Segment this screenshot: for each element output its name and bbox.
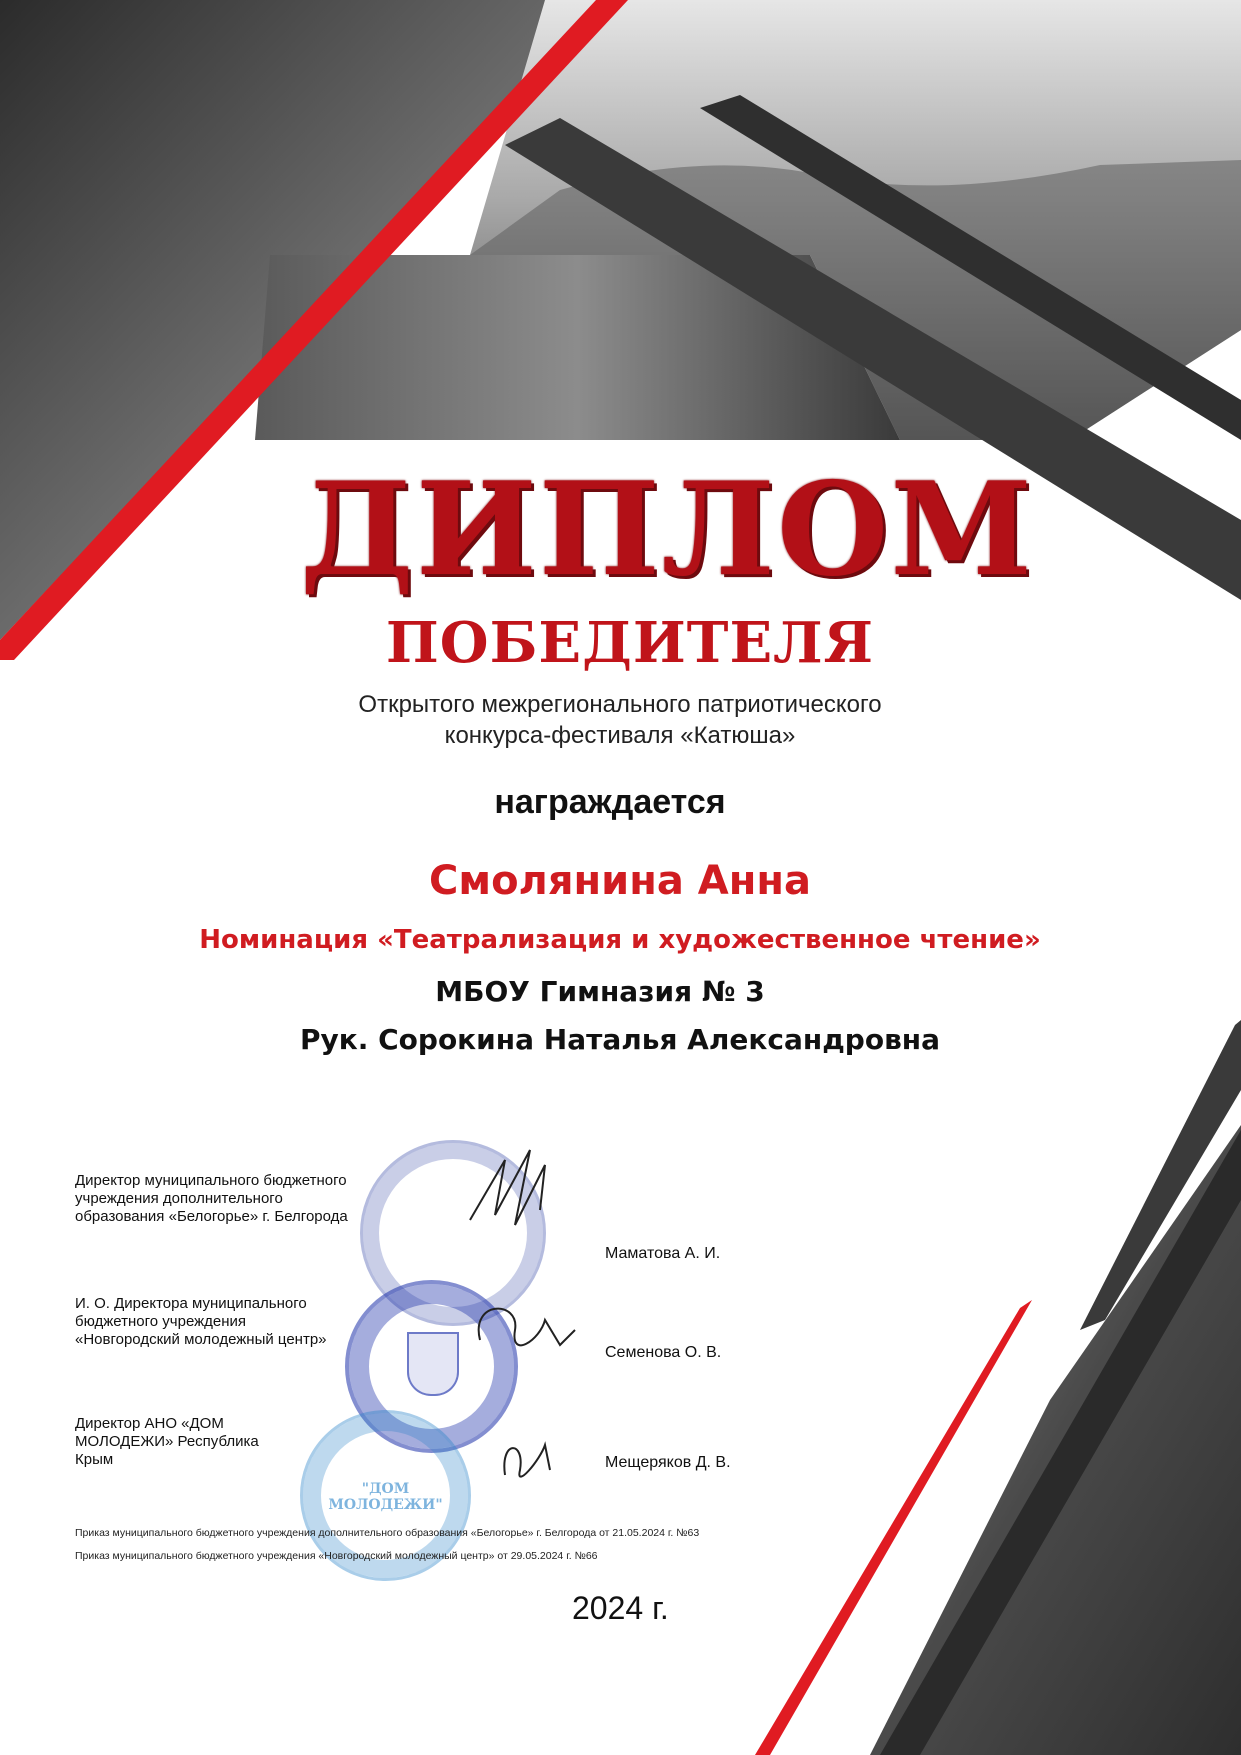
diploma-subtitle: ПОБЕДИТЕЛЯ — [385, 610, 875, 676]
signature-position-1: Директор муниципального бюджетного учреждения дополнительного образования «Белогорье» г. Белгорода — [75, 1172, 348, 1225]
awarded-label: награждается — [494, 783, 726, 821]
diploma-title: ДИПЛОМ — [300, 455, 1034, 605]
signature-name-3: Мещеряков Д. В. — [605, 1454, 731, 1471]
order-line-2: Приказ муниципального бюджетного учреждения «Новгородский молодежный центр» от 29.05.2024 г. №66 — [75, 1550, 598, 1562]
winner-name: Смолянина Анна — [429, 858, 811, 904]
order-line-1: Приказ муниципального бюджетного учреждения дополнительного образования «Белогорье» г. Белгорода от 21.05.2024 г. №63 — [75, 1527, 700, 1539]
nomination: Номинация «Театрализация и художественное чтение» — [199, 925, 1041, 955]
school-name: МБОУ Гимназия № 3 — [435, 975, 765, 1008]
year: 2024 г. — [572, 1590, 669, 1626]
signature-2 — [479, 1309, 575, 1346]
signature-position-2: И. О. Директора муниципального бюджетного учреждения «Новгородский молодежный центр» — [75, 1295, 327, 1348]
signature-3 — [504, 1445, 550, 1477]
leader-name: Рук. Сорокина Наталья Александровна — [299, 1023, 941, 1056]
stamp-text: "ДОМ МОЛОДЕЖИ" — [328, 1481, 443, 1513]
contest-name-line-1: Открытого межрегионального патриотического — [358, 691, 882, 718]
contest-name-line-2: конкурса-фестиваля «Катюша» — [444, 722, 796, 749]
signature-name-2: Семенова О. В. — [605, 1344, 722, 1361]
signature-name-1: Маматова А. И. — [605, 1245, 721, 1262]
signature-position-3: Директор АНО «ДОМ МОЛОДЕЖИ» Республика Крым — [75, 1415, 259, 1468]
signature-1 — [470, 1150, 545, 1225]
